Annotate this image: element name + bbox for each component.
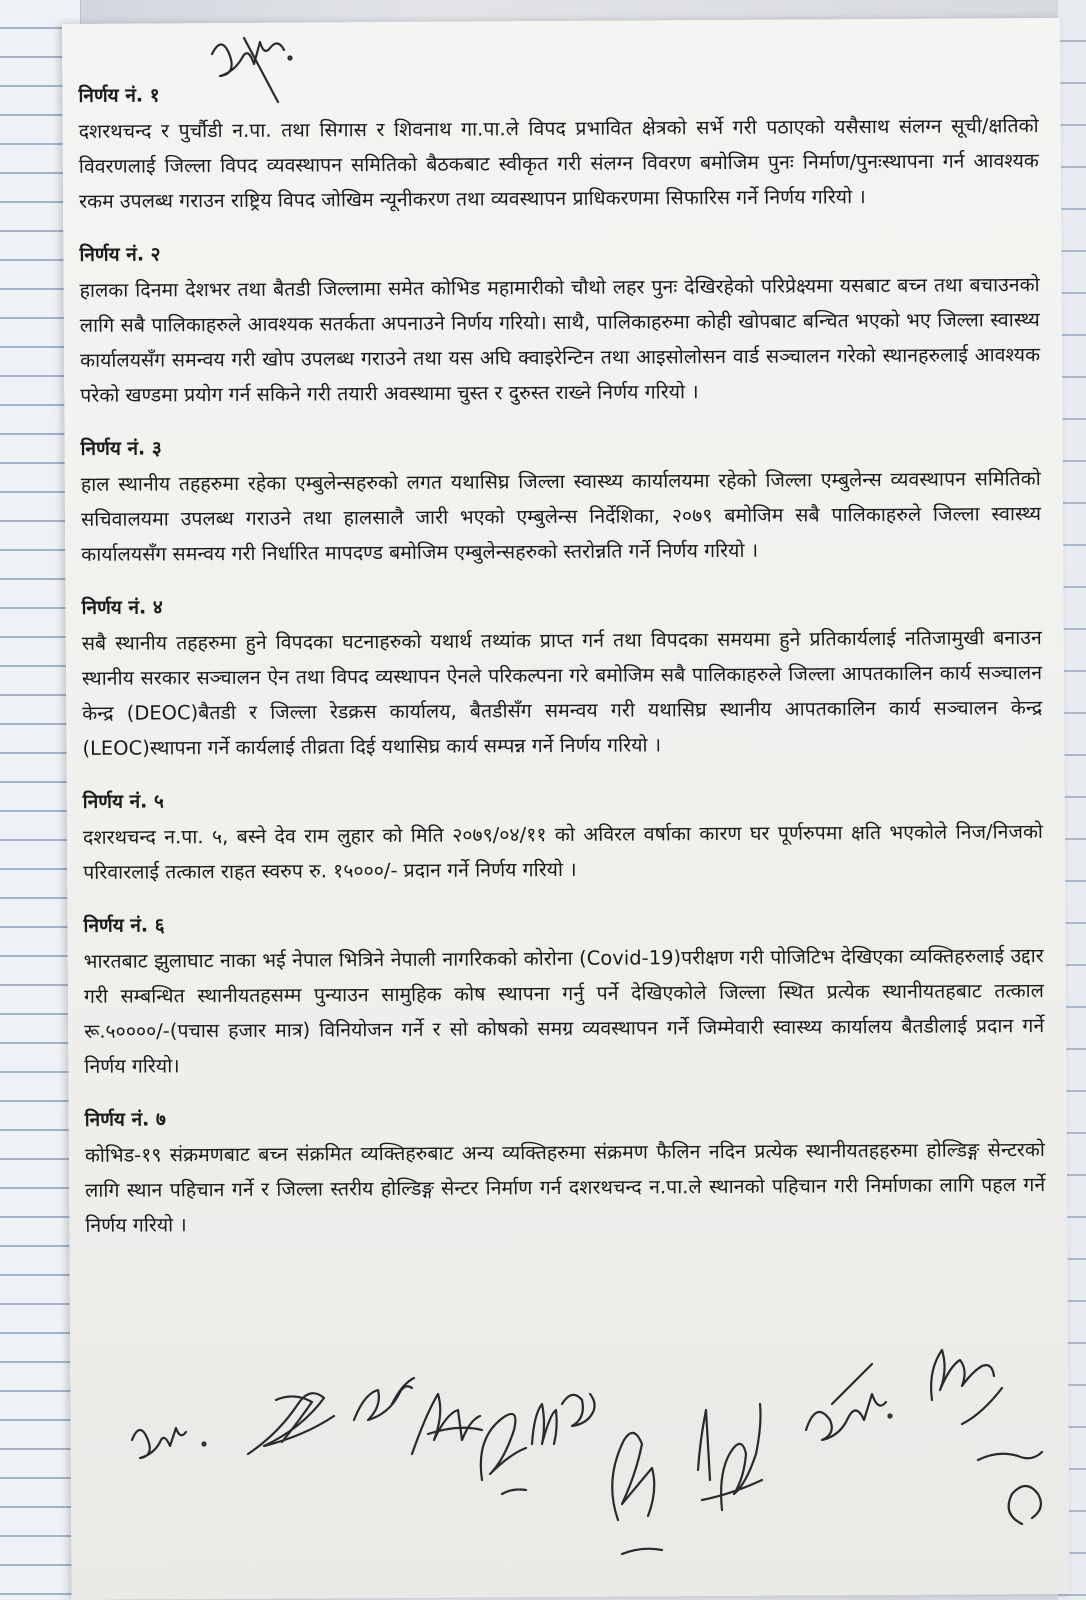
decision-heading: निर्णय नं. ७ <box>84 1108 166 1131</box>
decision-5 <box>83 782 1044 890</box>
decision-heading: निर्णय नं. ५ <box>82 790 164 813</box>
decision-text: दशरथचन्द न.पा. ५, बस्ने देव राम लुहार को मिति २०७९/०४/११ को अविरल वर्षाका कारण घर पूर्णरुपमा क्षति भएकोले निज/निजको परिवारलाई तत्काल राहत स्वरुप रु. १५०००/- प्रदान गर्ने निर्णय गरियो । <box>82 820 1044 884</box>
decision-heading: निर्णय नं. ४ <box>81 596 163 619</box>
decision-heading: निर्णय नं. १ <box>78 84 160 107</box>
decision-3 <box>81 429 1042 572</box>
decisions-list <box>78 76 1045 1265</box>
decision-text: दशरथचन्द र पुर्चौडी न.पा. तथा सिगास र शिवनाथ गा.पा.ले विपद प्रभावित क्षेत्रको सर्भे गरी पठाएको यसैसाथ संलग्न सूची/क्षतिको विवरणलाई जिल्ला विपद व्यवस्थापन समितिको बैठकबाट स्वीकृत गरी संलग्न विवरण बमोजिम पुनः निर्माण/पुनःस्थापना गर्न आवश्यक रकम उपलब्ध गराउन राष्ट्रिय विपद जोखिम न्यूनीकरण तथा व्यवस्थापन प्राधिकरणमा सिफारिस गर्ने निर्णय गरियो । <box>78 114 1039 213</box>
decision-text: हालका दिनमा देशभर तथा बैतडी जिल्लामा समेत कोभिड महामारीको चौथो लहर पुनः देखिरहेको परिप्रेक्ष्यमा यसबाट बच्न तथा बचाउनको लागि सबै पालिकाहरुले आवश्यक सतर्कता अपनाउने निर्णय गरियो। साथै, पालिकाहरुमा कोही खोपबाट बन्चित भएको भए जिल्ला स्वास्थ्य कार्यालयसँग समन्वय गरी खोप उपलब्ध गराउने तथा यस अघि क्वाइरेन्टिन तथा आइसोलोसन वार्ड सञ्चालन गरेको स्थानहरुलाई आवश्यक परेको खण्डमा प्रयोग गर्न सकिने गरी तयारी अवस्थामा चुस्त र दुरुस्त राख्ने निर्णय गरियो । <box>79 273 1041 407</box>
document-sheet <box>62 18 1070 1600</box>
decision-6 <box>83 906 1044 1084</box>
decision-7 <box>85 1100 1046 1243</box>
decision-4 <box>81 588 1042 766</box>
decision-1 <box>78 76 1039 219</box>
decision-text: सबै स्थानीय तहहरुमा हुने विपदका घटनाहरुको यथार्थ तथ्यांक प्राप्त गर्न तथा विपदका समयमा हुने प्रतिकार्यलाई नतिजामुखी बनाउन स्थानीय सरकार सञ्चालन ऐन तथा विपद व्यस्थापन ऐनले परिकल्पना गरे बमोजिम सबै पालिकाहरुले जिल्ला आपतकालिन कार्य सञ्चालन केन्द्र (DEOC)बैतडी र जिल्ला रेडक्रस कार्यालय, बैतडीसँग समन्वय गरी यथासिघ्र स्थानीय आपतकालिन कार्य सञ्चालन केन्द्र (LEOC)स्थापना गर्ने कार्यलाई तीव्रता दिई यथासिघ्र कार्य सम्पन्न गर्ने निर्णय गरियो । <box>81 626 1043 760</box>
decision-heading: निर्णय नं. २ <box>79 243 161 266</box>
decision-heading: निर्णय नं. ३ <box>80 437 162 460</box>
decision-text: कोभिड-१९ संक्रमणबाट बच्न संक्रमित व्यक्तिहरुबाट अन्य व्यक्तिहरुमा संक्रमण फैलिन नदिन प्रत्येक स्थानीयतहहरुमा होल्डिङ्ग सेन्टरको लागि स्थान पहिचान गर्ने र जिल्ला स्तरीय होल्डिङ्ग सेन्टर निर्माण गर्न दशरथचन्द न.पा.ले स्थानको पहिचान गरी निर्माणका लागि पहल गर्ने निर्णय गरियो । <box>84 1138 1046 1237</box>
decision-2 <box>79 235 1040 413</box>
decision-text: हाल स्थानीय तहहरुमा रहेका एम्बुलेन्सहरुको लगत यथासिघ्र जिल्ला स्वास्थ्य कार्यालयमा रहेको जिल्ला एम्बुलेन्स व्यवस्थापन समितिको सचिवालयमा उपलब्ध गराउने तथा हालसालै जारी भएको एम्बुलेन्स निर्देशिका, २०७९ बमोजिम सबै पालिकाहरुले जिल्ला स्वास्थ्य कार्यालयसँग समन्वय गरी निर्धारित मापदण्ड बमोजिम एम्बुलेन्सहरुको स्तरोन्नति गर्ने निर्णय गरियो । <box>80 467 1042 566</box>
decision-text: भारतबाट झुलाघाट नाका भई नेपाल भित्रिने नेपाली नागरिकको कोरोना (Covid-19)परीक्षण गरी पोजिटिभ देखिएका व्यक्तिहरुलाई उद्दार गरी सम्बन्धित स्थानीयतहसम्म पुन्याउन सामुहिक कोष स्थापना गर्नु पर्ने देखिएकोले जिल्ला स्थित प्रत्येक स्थानीयतहबाट तत्काल रू.५००००/-(पचास हजार मात्र) विनियोजन गर्ने र सो कोषको समग्र व्यवस्थापन गर्ने जिम्मेवारी स्वास्थ्य कार्यालय बैतडीलाई प्रदान गर्ने निर्णय गरियो। <box>83 944 1045 1078</box>
decision-heading: निर्णय नं. ६ <box>83 914 165 937</box>
